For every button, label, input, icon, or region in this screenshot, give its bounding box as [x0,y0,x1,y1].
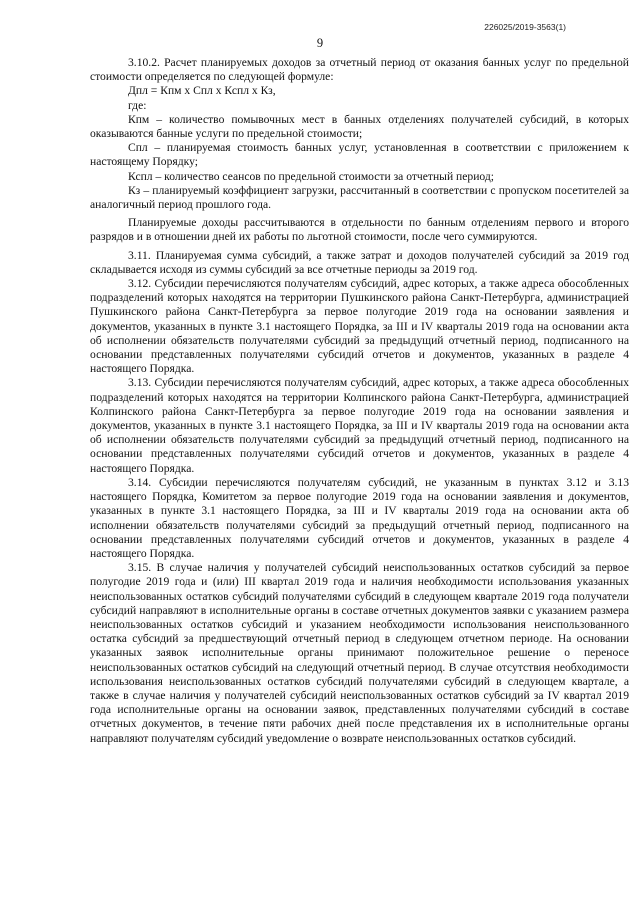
definition-kz: Кз – планируемый коэффициент загрузки, рассчитанный в соответствии с пропуском посетителей за аналогичный период прошлого года. [90,183,629,212]
paragraph-planned-income: Планируемые доходы рассчитываются в отдельности по банным отделениям первого и второго разрядов и в отношении дней их работы по льготной стоимости, после чего суммируются. [90,216,629,244]
paragraph-3-10-2: 3.10.2. Расчет планируемых доходов за отчетный период от оказания банных услуг по предельной стоимости определяется по следующей формуле: [90,56,629,84]
definition-kpm: Кпм – количество помывочных мест в банных отделениях получателей субсидий, в которых оказываются банные услуги по предельной стоимости; [90,112,629,141]
page-number: 9 [316,36,324,50]
paragraph-3-15: 3.15. В случае наличия у получателей субсидий неиспользованных остатков субсидий за первое полугодие 2019 года и (или) III квартал 2019 года и наличия необходимости использования указанных неиспользованных остатков субсидий получателями субсидий в следующем квартале 2019 года получатели субсидий направляют в исполнительные органы в составе отчетных документов заявки с указанием размера неиспользованных остатков субсидий и указанием необходимости использования неиспользованного остатка субсидий за предшествующий отчетный период в следующем отчетном периоде. На основании указанных заявок исполнительные органы принимают положительное решение о переносе неиспользованных остатков субсидий на следующий отчетный период. В случае отсутствия необходимости использования неиспользованных остатков субсидий получателями субсидий в следующем квартале, а также в случае наличия у получателей субсидий неиспользованных остатков субсидий за IV квартал 2019 года исполнительные органы на основании заявок, представленных получателями субсидий в составе отчетных документов, в течение пяти рабочих дней после представления их в исполнительные органы направляют получателям субсидий уведомление о возврате неиспользованных остатков субсидий. [90,561,629,745]
document-id: 226025/2019-3563(1) [484,22,566,32]
definition-spl: Спл – планируемая стоимость банных услуг, установленная в соответствии с приложением к настоящему Порядку; [90,141,629,169]
paragraph-3-13: 3.13. Субсидии перечисляются получателям субсидий, адрес которых, а также адреса обособленных подразделений которых находятся на территории Колпинского района Санкт-Петербурга, администрацией Колпинского района Санкт-Петербурга за первое полугодие 2019 года на основании заявления и документов, указанных в пункте 3.1 настоящего Порядка, за III и IV кварталы 2019 года на основании акта об исполнении обязательств получателями субсидий за предыдущий отчетный период, подписанного на основании представленных получателями субсидий отчетов и документов, указанных в разделе 4 настоящего Порядка. [90,376,629,475]
formula-where: где: [128,98,147,112]
paragraph-3-11: 3.11. Планируемая сумма субсидий, а также затрат и доходов получателей субсидий за 2019 год складывается исходя из суммы субсидий за все отчетные периоды за 2019 год. [90,248,629,276]
definition-kspl: Кспл – количество сеансов по предельной стоимости за отчетный период; [128,169,494,183]
formula: Дпл = Кпм х Спл х Кспл х Кз, [128,84,276,98]
document-body [90,56,629,746]
paragraph-3-14: 3.14. Субсидии перечисляются получателям субсидий, не указанным в пунктах 3.12 и 3.13 настоящего Порядка, Комитетом за первое полугодие 2019 года на основании заявления и документов, указанных в пункте 3.1 настоящего Порядка, за III и IV кварталы 2019 года на основании акта об исполнении обязательств получателями субсидий за предыдущий отчетный период, подписанного на основании представленных получателями субсидий отчетов и документов, указанных в разделе 4 настоящего Порядка. [90,475,629,560]
paragraph-3-12: 3.12. Субсидии перечисляются получателям субсидий, адрес которых, а также адреса обособленных подразделений которых находятся на территории Пушкинского района Санкт-Петербурга, администрацией Пушкинского района Санкт-Петербурга за первое полугодие 2019 года на основании заявления и документов, указанных в пункте 3.1 настоящего Порядка, за III и IV кварталы 2019 года на основании акта об исполнении обязательств получателями субсидий за предыдущий отчетный период, подписанного на основании представленных получателями субсидий отчетов и документов, указанных в разделе 4 настоящего Порядка. [90,277,629,376]
